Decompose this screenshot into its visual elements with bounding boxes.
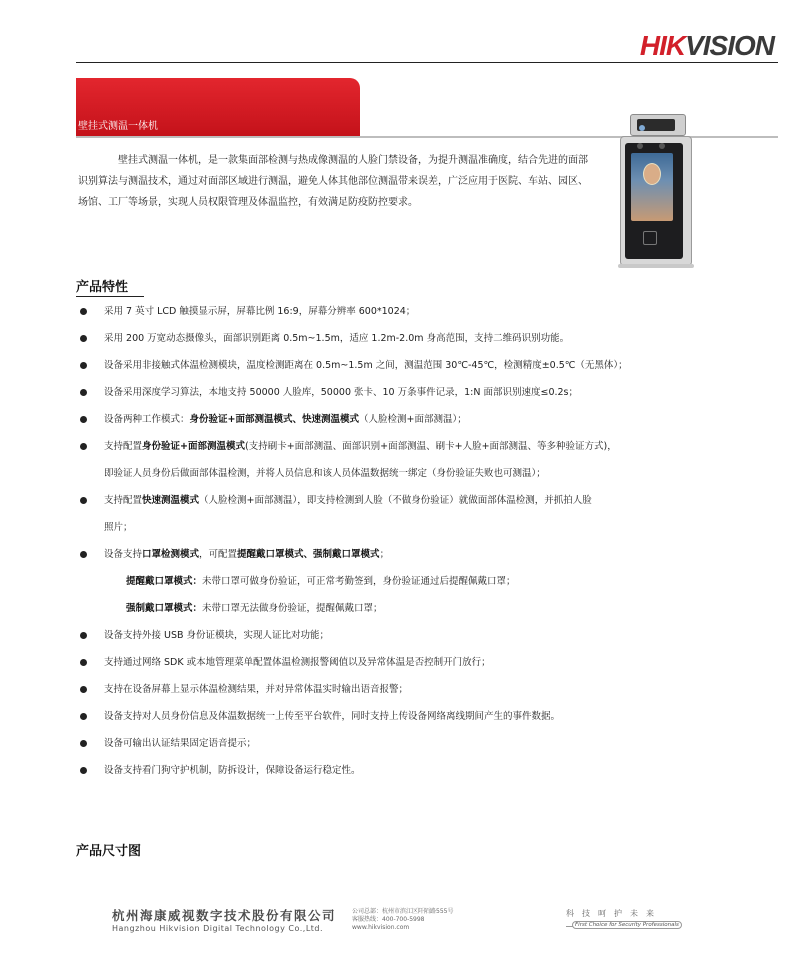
bullet-icon xyxy=(80,686,87,693)
company-name-cn: 杭州海康威视数字技术股份有限公司 xyxy=(112,908,337,923)
list-item: 支持在设备屏幕上显示体温检测结果，并对异常体温实时输出语音报警； xyxy=(80,676,740,703)
sub-item-force-mask: 强制戴口罩模式：未带口罩无法做身份验证，提醒佩戴口罩； xyxy=(126,603,383,614)
hikvision-logo: HIKVISION xyxy=(639,30,774,61)
bullet-icon xyxy=(80,308,87,315)
tagline: First Choice for Security Professionals xyxy=(572,921,682,929)
device-image xyxy=(610,114,690,266)
bullet-icon xyxy=(80,713,87,720)
list-item: 设备可输出认证结果固定语音提示； xyxy=(80,730,740,757)
bullet-icon xyxy=(80,389,87,396)
contact-info: 公司总部：杭州市滨江区阡陌路555号 客服热线：400-700-5998 www.hikvision.com xyxy=(352,908,454,931)
features-heading: 产品特性 xyxy=(76,276,144,297)
product-title: 壁挂式测温一体机 xyxy=(78,121,158,132)
terminal-face xyxy=(625,143,683,259)
intro-paragraph: 壁挂式测温一体机，是一款集面部检测与热成像测温的人脸门禁设备，为提升测温准确度，结合先进的面部识别算法与测温技术，通过对面部区域进行测温，避免人体其他部位测温带来误差，广泛应用于医院、车站、园区、场馆、工厂等场景，实现人员权限管理及体温监控，有效满足防疫防控要求。 xyxy=(78,155,588,208)
face-frame-icon xyxy=(643,163,661,185)
bullet-icon xyxy=(80,767,87,774)
camera-lens-icon xyxy=(659,143,665,149)
list-item: 采用 200 万宽动态摄像头，面部识别距离 0.5m~1.5m，适应 1.2m-2.0m 身高范围，支持二维码识别功能。 xyxy=(80,325,740,352)
list-item: 设备支持看门狗守护机制，防拆设计，保障设备运行稳定性。 xyxy=(80,757,740,784)
bullet-icon xyxy=(80,551,87,558)
list-item: 设备支持外接 USB 身份证模块，实现人证比对功能； xyxy=(80,622,740,649)
slogan: 科技呵护未来 xyxy=(566,909,662,918)
list-item: 采用 7 英寸 LCD 触摸显示屏，屏幕比例 16:9，屏幕分辨率 600*1024； xyxy=(80,298,740,325)
header-rule xyxy=(76,62,778,63)
list-item: 支持通过网络 SDK 或本地管理菜单配置体温检测报警阈值以及异常体温是否控制开门放行； xyxy=(80,649,740,676)
bullet-icon xyxy=(80,659,87,666)
bullet-icon xyxy=(80,362,87,369)
card-reader-icon xyxy=(643,231,657,245)
list-item: 设备采用非接触式体温检测模块，温度检测距离在 0.5m~1.5m 之间，测温范围 30℃-45℃，检测精度±0.5℃（无黑体）； xyxy=(80,352,740,379)
thermal-camera-module xyxy=(630,114,686,136)
bullet-icon xyxy=(80,335,87,342)
list-item-continuation: 照片； xyxy=(104,522,133,533)
sub-item-remind-mask: 提醒戴口罩模式：未带口罩可做身份验证，可正常考勤签到，身份验证通过后提醒佩戴口罩； xyxy=(126,576,516,587)
list-item: 支持配置身份验证+面部测温模式(支持刷卡+面部测温、面部识别+面部测温、刷卡+人脸+面部测温、等多种验证方式)， xyxy=(80,433,740,460)
list-item: 设备支持口罩检测模式，可配置提醒戴口罩模式、强制戴口罩模式； xyxy=(80,541,740,568)
bullet-icon xyxy=(80,416,87,423)
dimensions-heading: 产品尺寸图 xyxy=(76,844,142,859)
camera-lens-icon xyxy=(637,143,643,149)
terminal-body xyxy=(620,136,692,266)
touch-screen xyxy=(631,153,673,221)
bullet-icon xyxy=(80,443,87,450)
thermal-lens xyxy=(637,119,675,131)
list-item: 支持配置快速测温模式（人脸检测+面部测温），即支持检测到人脸（不做身份验证）就做面部体温检测，并抓拍人脸 xyxy=(80,487,740,514)
company-name-en: Hangzhou Hikvision Digital Technology Co.,Ltd. xyxy=(112,924,324,933)
list-item: 设备两种工作模式：身份验证+面部测温模式、快速测温模式（人脸检测+面部测温）； xyxy=(80,406,740,433)
bullet-icon xyxy=(80,497,87,504)
features-list xyxy=(80,298,740,784)
list-item-continuation: 即验证人员身份后做面部体温检测，并将人员信息和该人员体温数据统一绑定（身份验证失败也可测温）； xyxy=(104,468,546,479)
bullet-icon xyxy=(80,740,87,747)
page-footer xyxy=(0,896,800,946)
bullet-icon xyxy=(80,632,87,639)
list-item: 设备支持对人员身份信息及体温数据统一上传至平台软件，同时支持上传设备网络离线期间产生的事件数据。 xyxy=(80,703,740,730)
list-item: 设备采用深度学习算法，本地支持 50000 人脸库，50000 张卡、10 万条事件记录，1:N 面部识别速度≤0.2s； xyxy=(80,379,740,406)
